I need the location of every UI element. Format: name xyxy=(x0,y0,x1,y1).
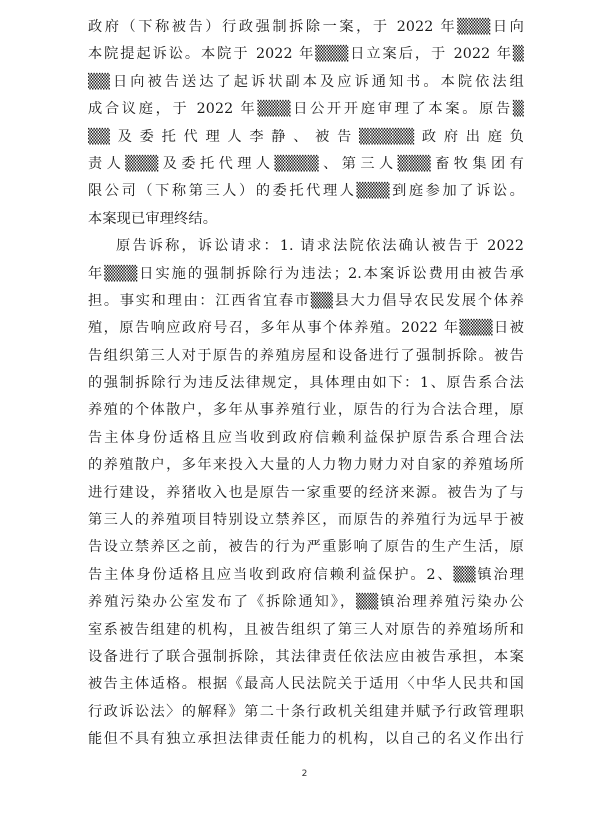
text-line: 告主体身份适格且应当收到政府信赖利益保护。2、▒▒镇治理 xyxy=(88,566,524,583)
text-line: ▒▒日向被告送达了起诉状副本及应诉通知书。本院依法组 xyxy=(88,73,524,90)
text-line: 第三人的养殖项目特别设立禁养区，而原告的养殖行为远早于被 xyxy=(88,512,524,529)
text-line: 的养殖散户，多年来投入大量的人力物力财力对自家的养殖场所 xyxy=(88,457,524,474)
text-line: 行政诉讼法〉的解释》第二十条行政机关组建并赋予行政管理职 xyxy=(88,703,524,720)
text-line: 室系被告组建的机构，且被告组织了第三人对原告的养殖场所和 xyxy=(88,621,524,638)
text-line: 担。事实和理由：江西省宜春市▒▒县大力倡导农民发展个体养 xyxy=(88,292,524,309)
text-line: 告主体身份适格且应当收到政府信赖利益保护原告系合理合法 xyxy=(88,429,524,446)
text-line: 的强制拆除行为违反法律规定，具体理由如下：1、原告系合法 xyxy=(88,375,524,392)
text-line: 限公司（下称第三人）的委托代理人▒▒▒到庭参加了诉讼。 xyxy=(88,183,524,200)
text-line: 养殖的个体散户，多年从事养殖行业，原告的行为合法合理，原 xyxy=(88,402,524,419)
text-line: 养殖污染办公室发布了《拆除通知》，▒▒镇治理养殖污染办公 xyxy=(88,594,524,611)
text-line: 本院提起诉讼。本院于 2022 年▒▒▒日立案后，于 2022 年▒ xyxy=(88,46,524,63)
text-line: 政府（下称被告）行政强制拆除一案，于 2022 年▒▒▒日向 xyxy=(88,19,524,35)
text-line: 原告诉称，诉讼请求：1. 请求法院依法确认被告于 2022 xyxy=(116,238,524,255)
text-line: 被告主体适格。根据《最高人民法院关于适用〈中华人民共和国 xyxy=(88,676,524,693)
text-line: 责人▒▒▒及委托代理人▒▒▒▒、第三人▒▒▒畜牧集团有 xyxy=(88,155,524,172)
text-line: 殖，原告响应政府号召，多年从事个体养殖。2022 年▒▒▒日被 xyxy=(88,320,524,337)
body-text xyxy=(88,14,524,754)
text-line: 能但不具有独立承担法律责任能力的机构，以自己的名义作出行 xyxy=(88,731,524,748)
text-line: 年▒▒▒日实施的强制拆除行为违法；2.本案诉讼费用由被告承 xyxy=(88,265,524,282)
text-line: 设备进行了联合强制拆除，其法律责任依法应由被告承担，本案 xyxy=(88,648,524,665)
text-line: ▒▒及委托代理人李静、被告▒▒▒▒▒政府出庭负 xyxy=(88,128,524,145)
text-line: 成合议庭，于 2022 年▒▒▒日公开开庭审理了本案。原告▒ xyxy=(88,101,524,118)
text-line: 告组织第三人对于原告的养殖房屋和设备进行了强制拆除。被告 xyxy=(88,347,524,364)
text-line: 本案现已审理终结。 xyxy=(88,210,218,227)
page-number: 2 xyxy=(301,769,308,779)
text-line: 告设立禁养区之前，被告的行为严重影响了原告的生产生活，原 xyxy=(88,539,524,556)
text-line: 进行建设，养猪收入也是原告一家重要的经济来源。被告为了与 xyxy=(88,484,524,501)
